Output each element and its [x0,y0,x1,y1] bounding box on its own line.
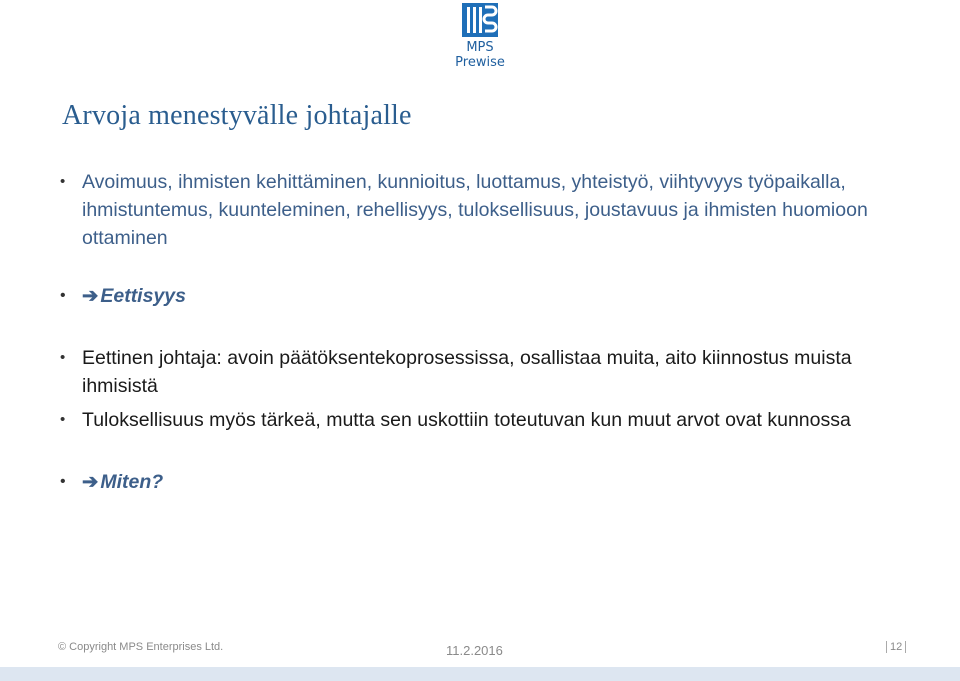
page-title: Arvoja menestyvälle johtajalle [62,100,412,131]
bullet-how-text: Miten? [100,471,164,493]
bullet-results-text: Tuloksellisuus myös tärkeä, mutta sen uskottiin toteutuvan kun muut arvot ovat kunnossa [82,409,851,431]
bullet-list [60,168,920,496]
footer-bar [0,667,960,681]
bullet-ethical-leader-text: Eettinen johtaja: avoin päätöksentekoprosessissa, osallistaa muita, aito kiinnostus muista ihmisistä [82,347,852,397]
mps-logo-icon [460,2,500,38]
arrow-right-icon: ➔ [82,285,99,307]
bullet-ethics [60,282,920,310]
bullet-results [60,406,920,434]
brand-logo [440,2,520,70]
brand-name: MPS Prewise [455,40,505,70]
bullet-ethics-text: Eettisyys [100,285,186,307]
bullet-values [60,168,920,252]
bullet-how [60,468,920,496]
bullet-ethical-leader [60,344,920,400]
bullet-values-text: Avoimuus, ihmisten kehittäminen, kunnioitus, luottamus, yhteistyö, viihtyvyys työpaikalla, ihmistuntemus, kuunteleminen, rehellisyys, tuloksellisuus, joustavuus ja ihmisten huomioon ottaminen [82,171,868,249]
copyright-text: © Copyright MPS Enterprises Ltd. [58,641,224,653]
slide-date: 11.2.2016 [446,643,503,658]
page-number: 12 [886,641,906,653]
arrow-right-icon: ➔ [82,471,99,493]
slide-footer [0,640,960,681]
